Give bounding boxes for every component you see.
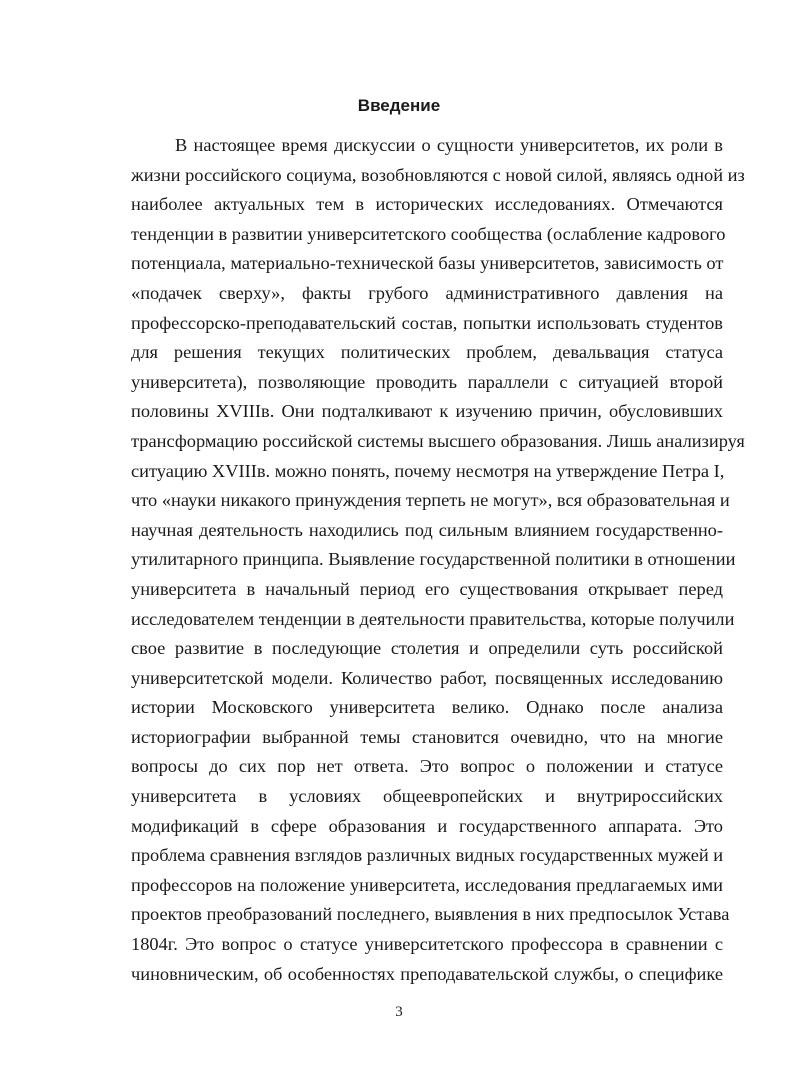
text-line: вопросы до сих пор нет ответа. Это вопрос о положении и статусе: [131, 756, 723, 777]
text-line: университета), позволяющие проводить параллели с ситуацией второй: [131, 371, 723, 392]
text-line: профессоров на положение университета, исследования предлагаемых ими: [131, 874, 723, 895]
text-line: университета в условиях общеевропейских и внутрироссийских: [131, 786, 723, 807]
text-line: университета в начальный период его существования открывает перед: [131, 578, 723, 599]
text-line: «подачек сверху», факты грубого административного давления на: [131, 282, 723, 303]
text-line: профессорско-преподавательский состав, попытки использовать студентов: [131, 312, 723, 333]
text-line: жизни российского социума, возобновляются с новой силой, являясь одной из: [131, 164, 745, 185]
text-line: университетской модели. Количество работ, посвященных исследованию: [131, 667, 723, 688]
text-line: тенденции в развитии университетского сообщества (ослабление кадрового: [131, 223, 726, 244]
text-line: научная деятельность находились под сильным влиянием государственно-: [131, 519, 723, 540]
text-line: утилитарного принципа. Выявление государственной политики в отношении: [131, 549, 736, 570]
text-line: исследователем тенденции в деятельности правительства, которые получили: [131, 608, 735, 629]
page-number: 3: [395, 1004, 403, 1020]
text-line: ситуацию XVIIIв. можно понять, почему несмотря на утверждение Петра I,: [131, 460, 725, 481]
text-line: потенциала, материально-технической базы университетов, зависимость от: [131, 253, 724, 274]
text-line: чиновническим, об особенностях преподавательской службы, о специфике: [131, 963, 723, 984]
text-line: наиболее актуальных тем в исторических исследованиях. Отмечаются: [131, 194, 723, 215]
text-line: трансформацию российской системы высшего образования. Лишь анализируя: [131, 430, 745, 451]
text-line: свое развитие в последующие столетия и определили суть российской: [131, 638, 723, 659]
text-line: для решения текущих политических проблем, девальвация статуса: [131, 342, 723, 363]
text-line: истории Московского университета велико. Однако после анализа: [131, 697, 723, 718]
text-line: половины XVIIIв. Они подталкивают к изучению причин, обусловивших: [131, 401, 723, 422]
text-line: проблема сравнения взглядов различных видных государственных мужей и: [131, 845, 724, 866]
text-line: историографии выбранной темы становится очевидно, что на многие: [131, 726, 723, 747]
text-line: В настоящее время дискуссии о сущности университетов, их роли в: [175, 135, 723, 155]
page-title: Введение: [357, 96, 441, 115]
body-paragraph: [131, 131, 745, 989]
text-line: что «науки никакого принуждения терпеть не могут», вся образовательная и: [131, 490, 730, 511]
text-line: модификаций в сфере образования и государственного аппарата. Это: [131, 815, 723, 836]
text-line: 1804г. Это вопрос о статусе университетского профессора в сравнении с: [131, 934, 723, 955]
text-line: проектов преобразований последнего, выявления в них предпосылок Устава: [131, 904, 730, 925]
